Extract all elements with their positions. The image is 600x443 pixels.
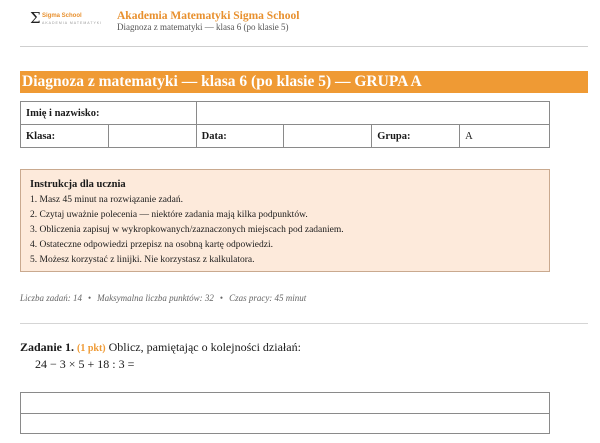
name-field[interactable] (196, 102, 549, 125)
instructions-title: Instrukcja dla ucznia (30, 179, 126, 190)
name-label: Imię i nazwisko: (21, 102, 197, 125)
max-points: Maksymalna liczba punktów: 32 (97, 293, 214, 303)
section-divider (20, 323, 588, 324)
instruction-item: 1. Masz 45 minut na rozwiązanie zadań. (30, 195, 183, 205)
instruction-item: 4. Ostateczne odpowiedzi przepisz na osobną kartę odpowiedzi. (30, 240, 273, 250)
class-field[interactable] (108, 125, 196, 148)
header-divider (20, 46, 588, 47)
school-name: Akademia Matematyki Sigma School (117, 10, 300, 22)
school-logo (30, 9, 103, 32)
test-meta (20, 293, 306, 303)
instruction-item: 5. Możesz korzystać z linijki. Nie korzystasz z kalkulatora. (30, 255, 255, 265)
work-time: Czas pracy: 45 minut (229, 293, 307, 303)
logo-tagline: AKADEMIA MATEMATYKI (42, 21, 103, 25)
date-label: Data: (196, 125, 284, 148)
group-field[interactable]: A (460, 125, 550, 148)
instruction-item: 2. Czytaj uważnie polecenia — niektóre zadania mają kilka podpunktów. (30, 210, 308, 220)
header-subtitle: Diagnoza z matematyki — klasa 6 (po klasie 5) (117, 22, 289, 32)
meta-separator: • (219, 293, 224, 303)
answer-line (21, 413, 549, 414)
date-field[interactable] (284, 125, 372, 148)
meta-separator: • (88, 293, 92, 303)
task-expression: 24 − 3 × 5 + 18 : 3 = (35, 357, 135, 371)
answer-area[interactable] (20, 392, 550, 434)
task-1-heading (20, 340, 301, 355)
instruction-item: 3. Obliczenia zapisuj w wykropkowanych/zaznaczonych miejscach pod zadaniem. (30, 225, 344, 235)
test-title-banner: Diagnoza z matematyki — klasa 6 (po klasie 5) — GRUPA A (20, 71, 588, 93)
student-info-table (20, 101, 550, 148)
class-label: Klasa: (21, 125, 109, 148)
task-number: Zadanie 1. (20, 340, 75, 354)
group-label: Grupa: (372, 125, 460, 148)
task-points: (1 pkt) (77, 343, 106, 354)
logo-text: Sigma School (42, 13, 82, 19)
class-date-group-row (21, 125, 550, 148)
instructions-box (20, 169, 550, 272)
task-count: Liczba zadań: 14 (20, 293, 83, 303)
name-row (21, 102, 550, 125)
task-prompt: Oblicz, pamiętając o kolejności działań: (108, 340, 301, 354)
sigma-icon: Σ (30, 9, 41, 27)
page-header (0, 0, 600, 52)
